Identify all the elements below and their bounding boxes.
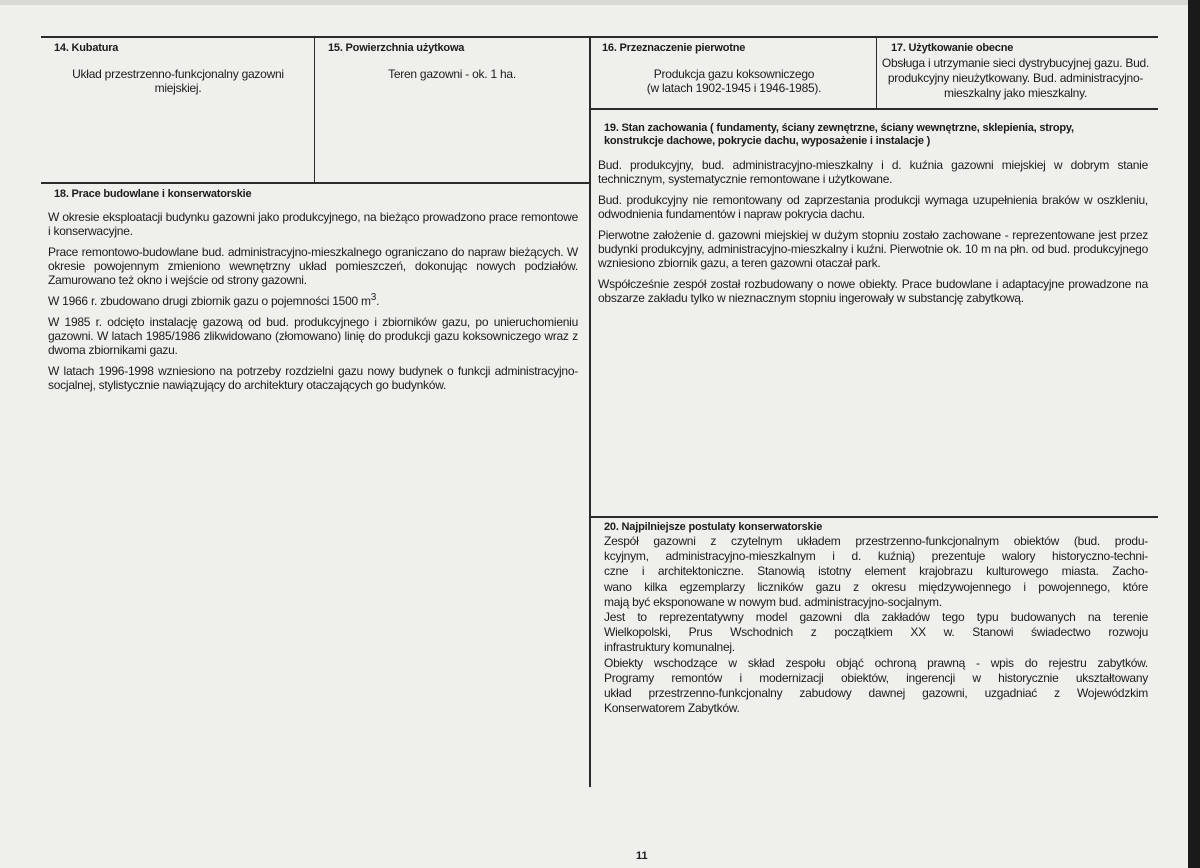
section-18-paragraph-1: W okresie eksploatacji budynku gazowni jako produkcyjnego, na bieżąco prowadzono prace remontowe i konserwacyjne. bbox=[48, 210, 578, 238]
section-18-paragraph-2: Prace remontowo-budowlane bud. administracyjno-mieszkalnego ograniczano do napraw bieżących. W okresie powojennym zmieniono wewnętrzny układ pomieszczeń, dokonując nowych podziałów. Zamurowano też okno i wejście od strony gazowni. bbox=[48, 245, 578, 287]
section-20-line: wano kilka egzemplarzy liczników gazu z okresu międzywojennego i powojennego, które bbox=[604, 579, 1148, 594]
scan-top-edge bbox=[0, 0, 1200, 5]
page-number: 11 bbox=[636, 850, 648, 862]
section-20-line: układ przestrzenno-funkcjonalny zabudowy dawnej gazowni, uzgadniać z Wojewódzkim bbox=[604, 686, 1148, 701]
section-20-line: Jest to reprezentatywny model gazowni dla zakładów tego typu budowanych na terenie bbox=[604, 610, 1148, 625]
section-20-line: czne i architektoniczne. Stanowią istotny element krajobrazu kulturowego miasta. Zacho- bbox=[604, 564, 1148, 579]
section-19-paragraph-4: Współcześnie zespół został rozbudowany o nowe obiekty. Prace budowlane i adaptacyjne prowadzone na obszarze zakładu tylko w nieznacznym stopniu ingerowały w substancję zabytkową. bbox=[598, 277, 1148, 305]
section-18-paragraph-3-end: . bbox=[376, 294, 380, 308]
section-15-powierzchnia bbox=[318, 42, 586, 81]
section-17-text: Obsługa i utrzymanie sieci dystrybucyjnej gazu. Bud. produkcyjny nieużytkowany. Bud. administracyjno-mieszkalny jako mieszkalny. bbox=[881, 56, 1150, 100]
section-19-paragraph-3: Pierwotne założenie d. gazowni miejskiej w dużym stopniu zostało zachowane - reprezentowane jest przez budynki produkcyjny, administracyjno-mieszkalny i kuźni. Pierwotnie ok. 10 m na płn. od bud. produkcyjnego wzniesiono zbiornik gazu, a teren gazowni otaczał park. bbox=[598, 228, 1148, 270]
section-20-line: Zespół gazowni z czytelnym układem przestrzenno-funkcjonalnym obiektów (bud. produ- bbox=[604, 534, 1148, 548]
rule-below-16-17 bbox=[590, 108, 1158, 110]
section-20-title: 20. Najpilniejsze postulaty konserwatorskie bbox=[604, 521, 823, 533]
section-20-line: Wielkopolski, Prus Wschodnich z początkiem XX w. Stanowi świadectwo rozwoju bbox=[604, 625, 1148, 640]
section-20-line: mają być eksponowane w nowym bud. administracyjno-socjalnym. bbox=[604, 594, 942, 609]
section-14-title: 14. Kubatura bbox=[54, 42, 119, 54]
section-20-body bbox=[604, 534, 1148, 716]
section-15-text: Teren gazowni - ok. 1 ha. bbox=[388, 67, 516, 81]
section-20-line: kcyjnym, administracyjno-mieszkalnym i d. kuźnią) prezentuje walory historyczno-techni- bbox=[604, 549, 1148, 564]
section-20-line: Obiekty wschodzące w skład zespołu objąć ochroną prawną - wpis do rejestru zabytków. bbox=[604, 655, 1148, 670]
divider-16-17 bbox=[876, 37, 877, 109]
rule-above-20 bbox=[590, 516, 1158, 518]
section-16-przeznaczenie bbox=[594, 42, 874, 95]
section-16-title: 16. Przeznaczenie pierwotne bbox=[602, 42, 746, 54]
divider-15-16 bbox=[589, 37, 591, 787]
rule-above-18 bbox=[41, 182, 590, 184]
section-18-prace bbox=[48, 188, 578, 399]
section-17-title: 17. Użytkowanie obecne bbox=[891, 42, 1014, 54]
section-20-postulaty bbox=[604, 521, 1148, 716]
section-19-paragraph-1: Bud. produkcyjny, bud. administracyjno-mieszkalny i d. kuźnia gazowni miejskiej w dobrym stanie technicznym, systematycznie remontowane i użytkowane. bbox=[598, 158, 1148, 186]
section-19-stan-zachowania bbox=[598, 122, 1148, 312]
section-18-paragraph-4: W 1985 r. odcięto instalację gazową od bud. produkcyjnego i zbiorników gazu, po unieruchomieniu gazowni. W latach 1985/1986 zlikwidowano (złomowano) linię do produkcji gazu koksowniczego wraz z dwoma zbiornikami gazu. bbox=[48, 315, 578, 357]
section-20-line: infrastruktury komunalnej. bbox=[604, 640, 735, 655]
section-17-uzytkowanie bbox=[879, 42, 1152, 101]
section-20-line: Programy remontów i modernizacji obiektów, ingerencji w historycznie ukształtowany bbox=[604, 670, 1148, 685]
section-19-title-line-2: konstrukcje dachowe, pokrycie dachu, wyposażenie i instalacje ) bbox=[604, 135, 931, 147]
section-20-line: Konserwatorem Zabytków. bbox=[604, 701, 740, 716]
section-14-text: Układ przestrzenno-funkcjonalny gazowni miejskiej. bbox=[72, 67, 284, 95]
section-18-paragraph-3 bbox=[48, 294, 578, 308]
section-14-kubatura bbox=[44, 42, 312, 95]
section-15-title: 15. Powierzchnia użytkowa bbox=[328, 42, 465, 54]
section-18-paragraph-5: W latach 1996-1998 wzniesiono na potrzeby rozdzielni gazu nowy budynek o funkcji administracyjno-socjalnej, stylistycznie nawiązujący do architektury otaczających go budynków. bbox=[48, 364, 578, 392]
section-18-paragraph-3-text: W 1966 r. zbudowano drugi zbiornik gazu o pojemności 1500 m bbox=[48, 294, 371, 308]
section-19-title-line-1: 19. Stan zachowania ( fundamenty, ściany zewnętrzne, ściany wewnętrzne, sklepienia, stropy, bbox=[604, 122, 1074, 134]
cubic-superscript: 3 bbox=[370, 292, 377, 303]
section-18-title: 18. Prace budowlane i konserwatorskie bbox=[54, 188, 252, 200]
section-16-line2: (w latach 1902-1945 i 1946-1985). bbox=[646, 81, 822, 95]
divider-14-15 bbox=[314, 37, 315, 183]
top-rule bbox=[41, 36, 1158, 38]
section-16-line1: Produkcja gazu koksowniczego bbox=[653, 67, 815, 81]
section-19-paragraph-2: Bud. produkcyjny nie remontowany od zaprzestania produkcji wymaga uzupełnienia braków w oszkleniu, odwodnienia fundamentów i napraw pokrycia dachu. bbox=[598, 193, 1148, 221]
scan-right-edge bbox=[1188, 0, 1200, 868]
